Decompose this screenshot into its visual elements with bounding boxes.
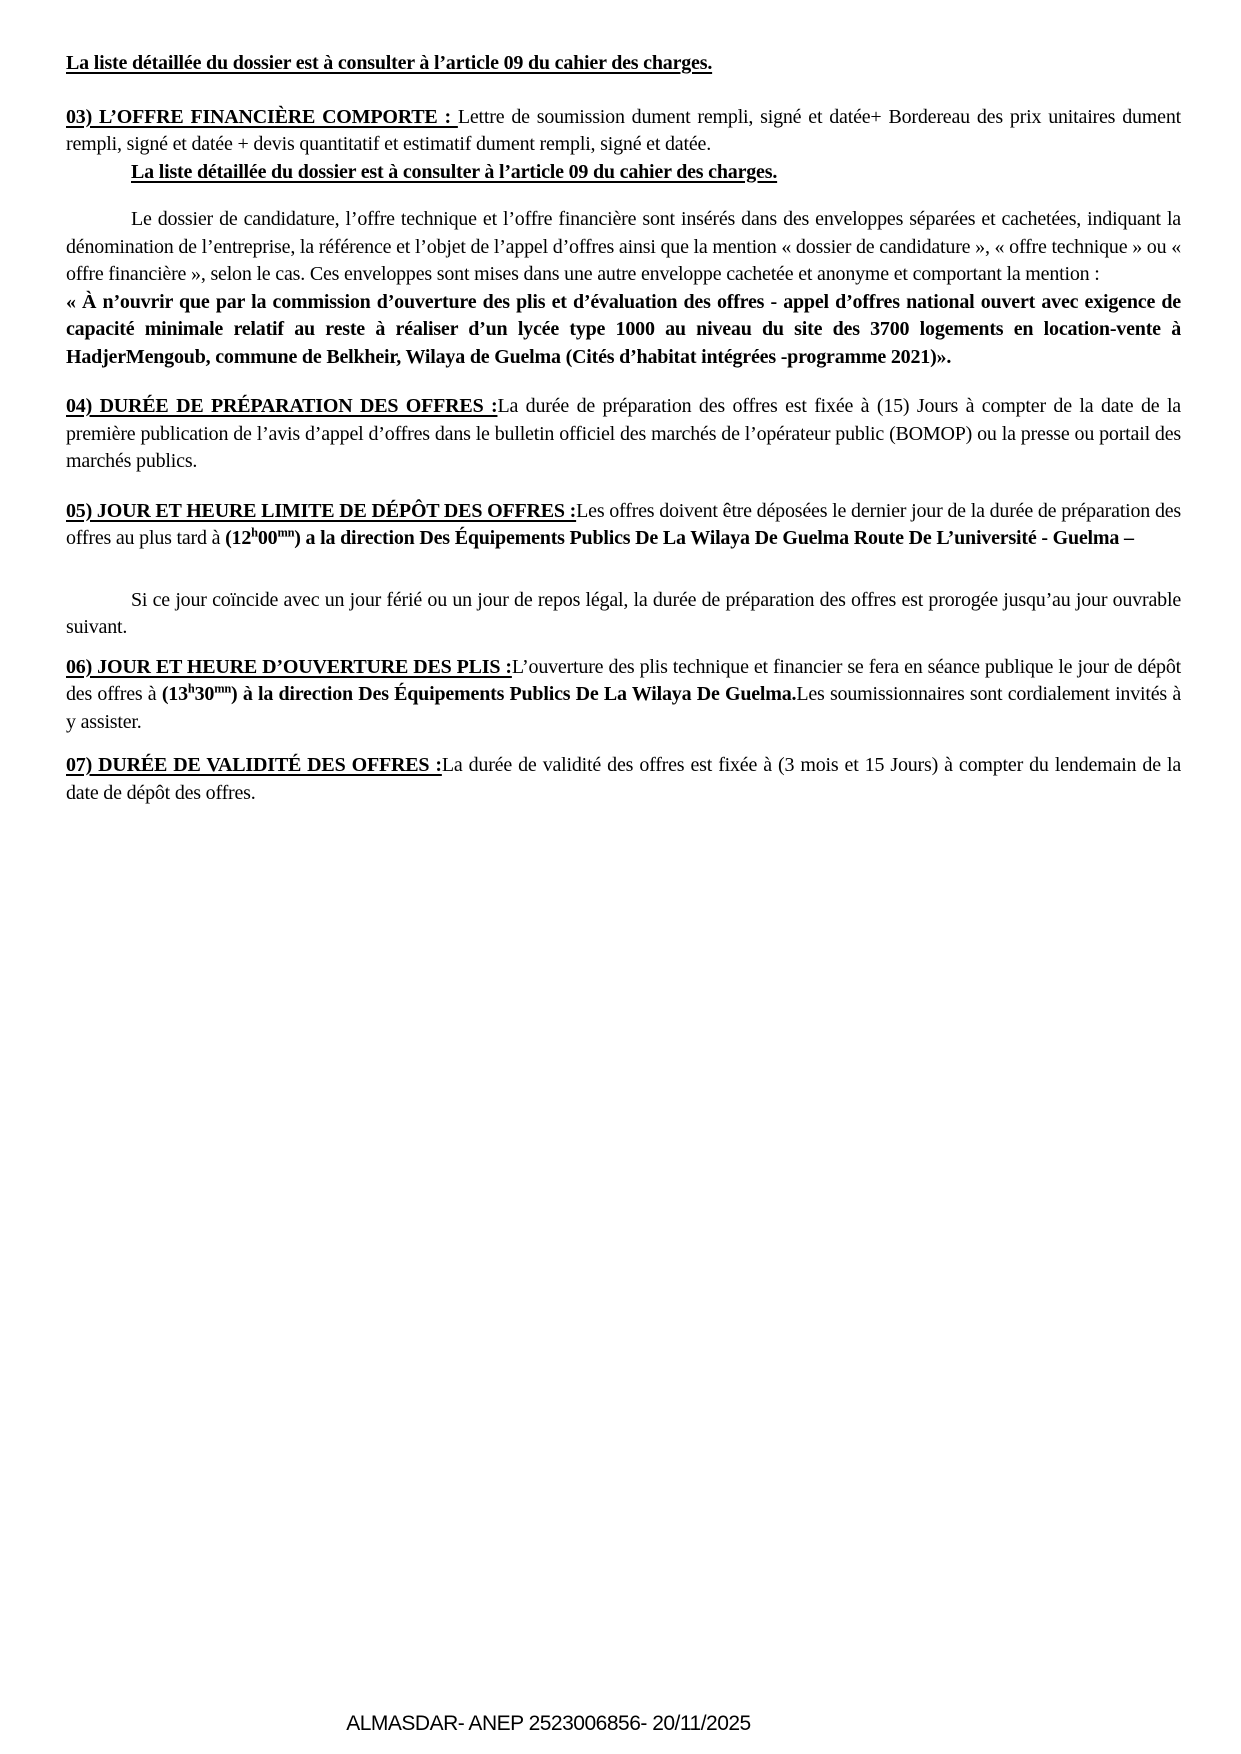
holiday-note [66, 587, 1181, 642]
text-run: ) a la direction Des Équipements Publics De La Wilaya De Guelma Route De L’université - Guelma – [294, 527, 1134, 549]
text-run: L’ouverture des plis technique et financier se fera en séance publique le jour de dépôt des offres à [66, 655, 1181, 705]
text-run: h [251, 525, 258, 540]
notice-line [66, 50, 1181, 78]
text-run: (12 [225, 527, 252, 549]
text-run: La liste détaillée du dossier est à consulter à l’article 09 du cahier des charges. [66, 52, 713, 74]
footer-credit: ALMASDAR- ANEP 2523006856- 20/11/2025 [346, 1712, 751, 1735]
text-run: 30 [194, 683, 215, 705]
text-run: Les soumissionnaires sont cordialement invités à y assister. [66, 683, 1182, 733]
section-03 [66, 104, 1181, 159]
section-03-heading: 03) L’OFFRE FINANCIÈRE COMPORTE : [66, 105, 458, 128]
envelope-paragraph [66, 206, 1181, 289]
envelope-mention [66, 289, 1181, 372]
text-run: La liste détaillée du dossier est à consulter à l’article 09 du cahier des charges. [131, 160, 778, 183]
section-05 [66, 498, 1181, 553]
section-06-heading: 06) JOUR ET HEURE D’OUVERTURE DES PLIS : [66, 655, 512, 678]
section-07 [66, 752, 1181, 807]
section-06 [66, 654, 1181, 737]
text-run: 00 [257, 527, 278, 549]
text-run: ) à la direction Des Équipements Publics De La Wilaya De Guelma. [231, 683, 797, 705]
text-run: mn [277, 525, 295, 540]
text-run: La durée de validité des offres est fixée à (3 mois et 15 Jours) à compter du lendemain de la date de dépôt des offres. [66, 754, 1182, 804]
section-04-heading: 04) DURÉE DE PRÉPARATION DES OFFRES : [66, 395, 498, 417]
text-run: Si ce jour coïncide avec un jour férié ou un jour de repos légal, la durée de préparation des offres est prorogée jusqu’au jour ouvrable suivant. [66, 588, 1181, 638]
text-run: mn [214, 681, 232, 696]
document-body [66, 50, 1181, 807]
text-run: Lettre de soumission dument rempli, signé et datée+ Bordereau des prix unitaires dument rempli, signé et datée + devis quantitatif et estimatif dument rempli, signé et datée. [66, 105, 1181, 155]
notice-line-2 [66, 159, 1181, 187]
text-run: « À n’ouvrir que par la commission d’ouverture des plis et d’évaluation des offres - appel d’offres national ouvert avec exigence de capacité minimale relatif au reste à réaliser d’un lycée type 1000 au niveau du site des 3700 logements en location-vente à HadjerMengoub, commune de Belkheir, Wilaya de Guelma (Cités d’habitat intégrées -programme 2021)». [66, 290, 1181, 368]
text-run: Le dossier de candidature, l’offre technique et l’offre financière sont insérés dans des enveloppes séparées et cachetées, indiquant la dénomination de l’entreprise, la référence et l’objet de l’appel d’offres ainsi que la mention « dossier de candidature », « offre technique » ou « offre financière », selon le cas. Ces enveloppes sont mises dans une autre enveloppe cachetée et anonyme et comportant la mention : [66, 208, 1181, 285]
section-05-heading: 05) JOUR ET HEURE LIMITE DE DÉPÔT DES OFFRES : [66, 499, 577, 522]
section-07-heading: 07) DURÉE DE VALIDITÉ DES OFFRES : [66, 754, 442, 776]
text-run: La durée de préparation des offres est fixée à (15) Jours à compter de la date de la première publication de l’avis d’appel d’offres dans le bulletin officiel des marchés de l’opérateur public (BOMOP) ou la presse ou portail des marchés publics. [66, 395, 1181, 472]
text-run: Les offres doivent être déposées le dernier jour de la durée de préparation des offres au plus tard à [66, 499, 1182, 549]
text-run: h [187, 681, 195, 696]
section-04 [66, 393, 1181, 476]
text-run: (13 [161, 683, 188, 705]
